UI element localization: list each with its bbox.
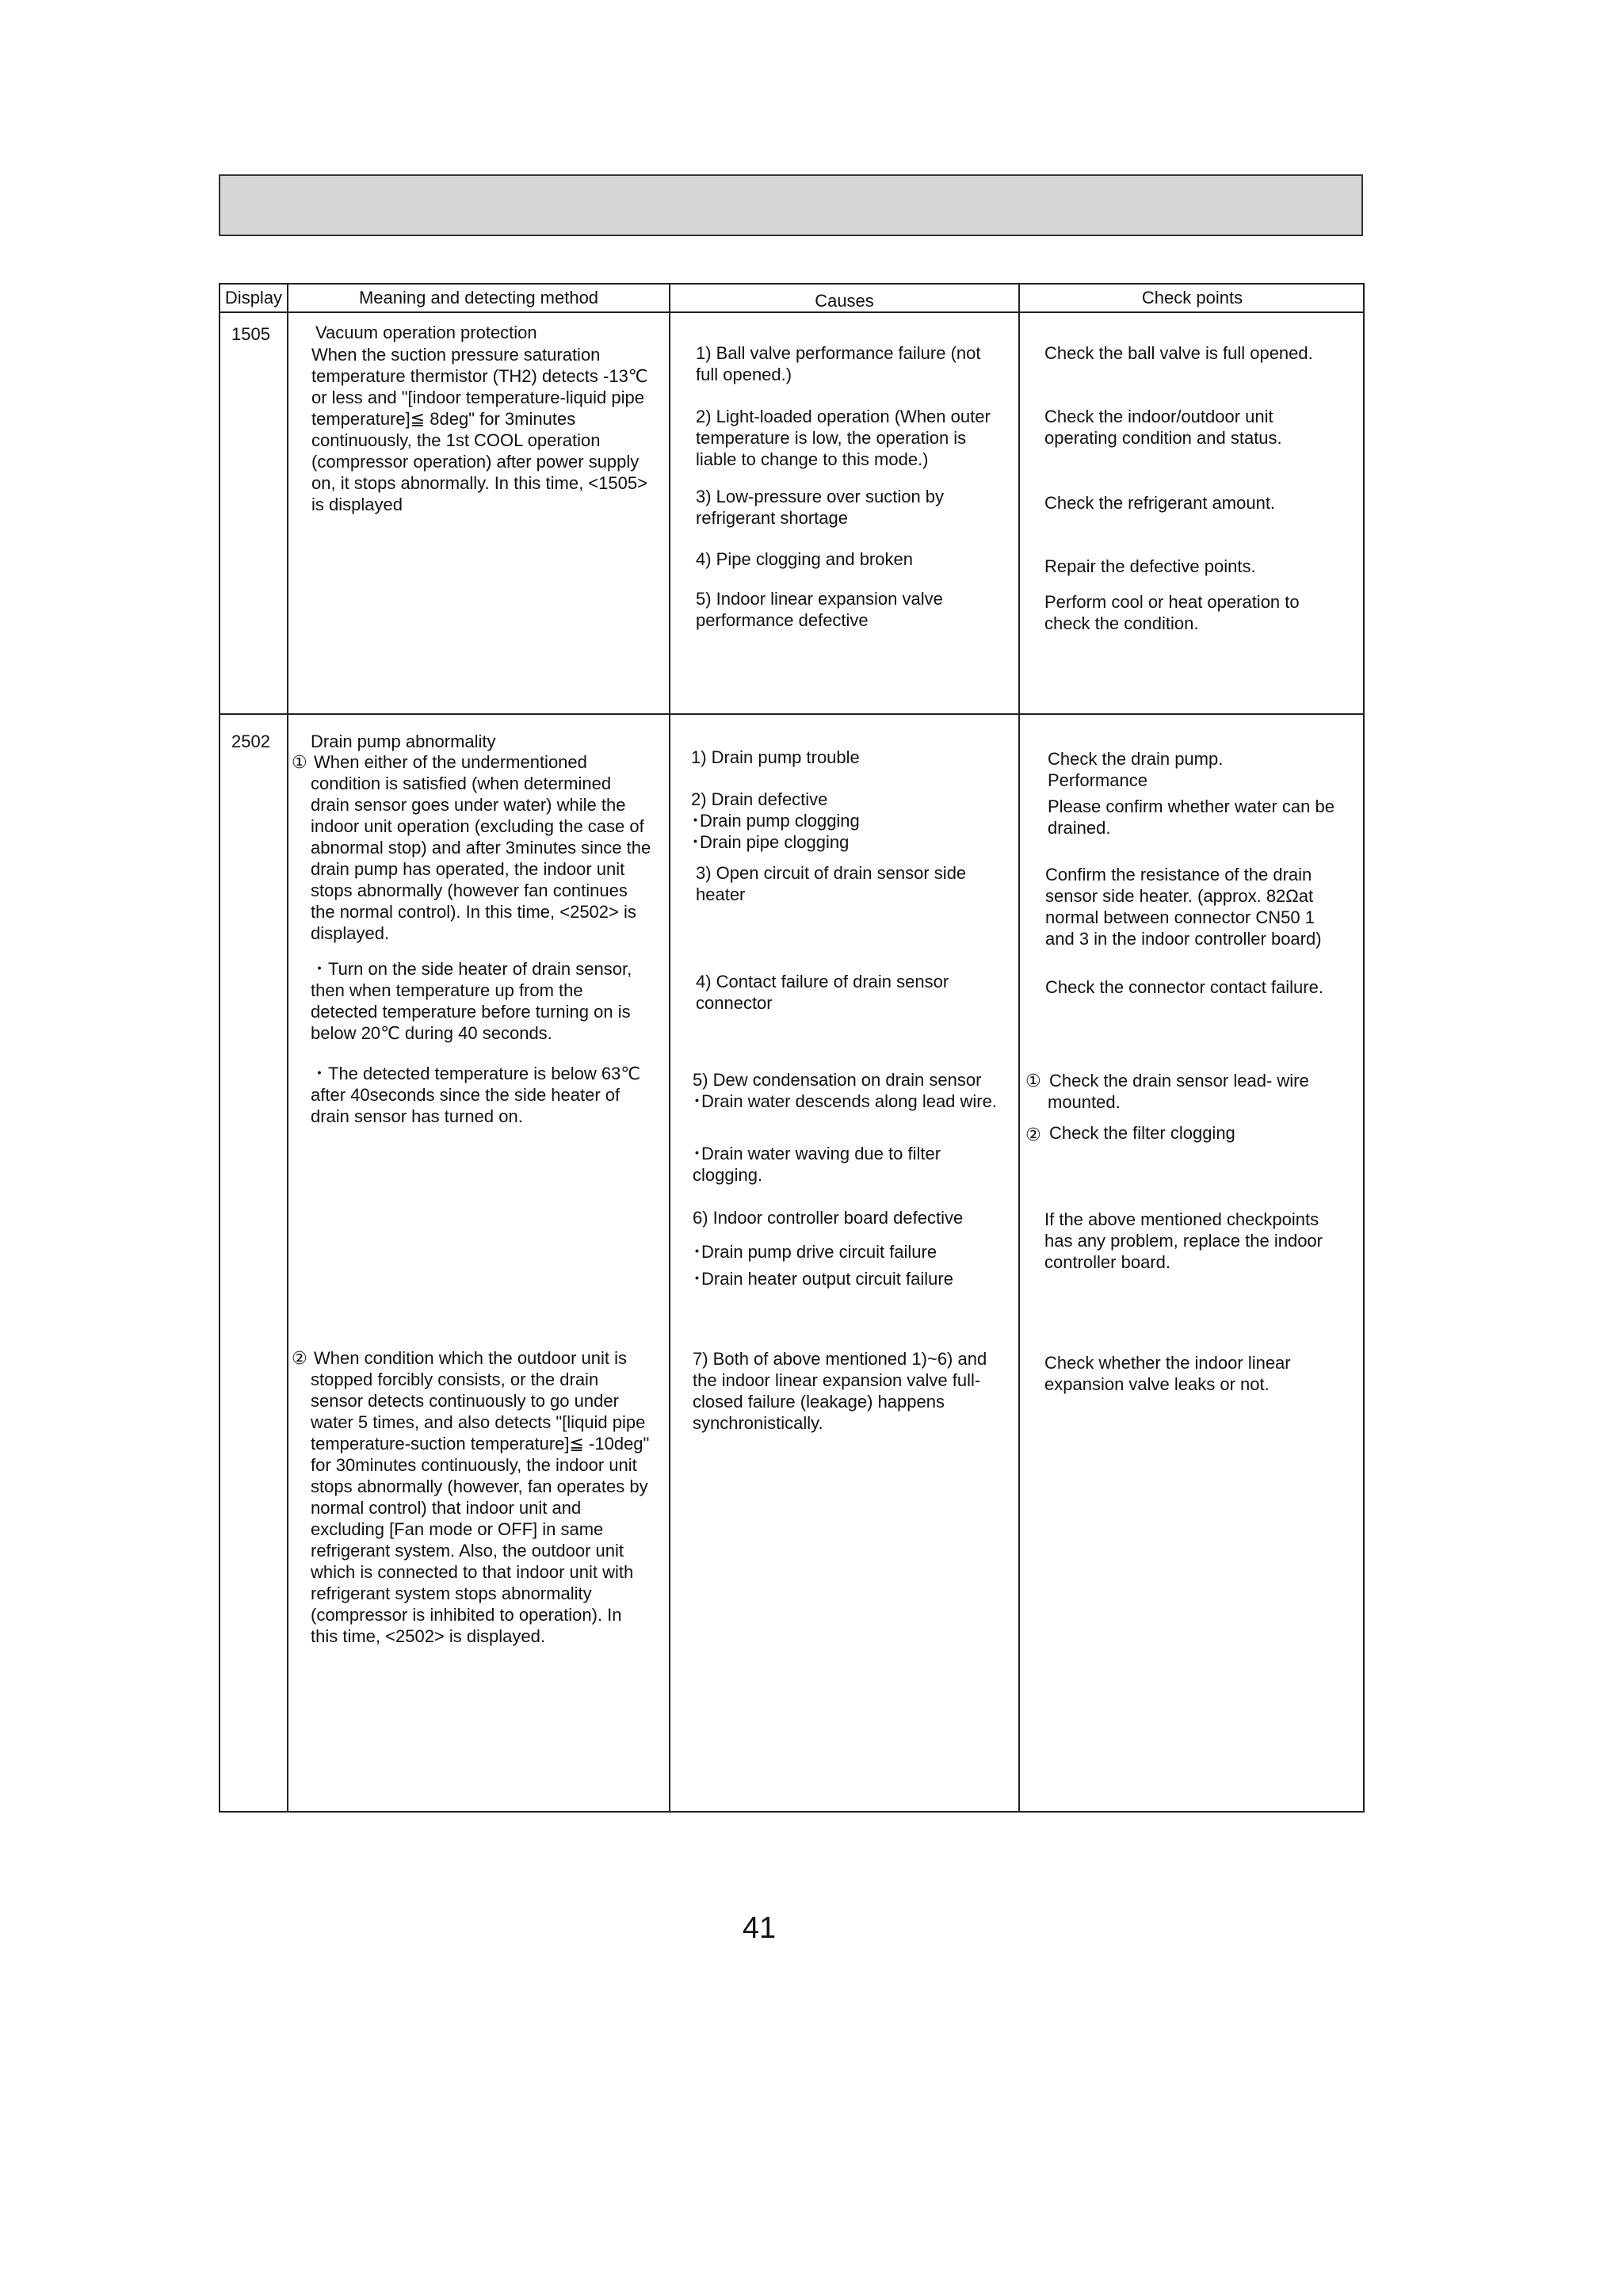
meaning-title: Vacuum operation protection [315, 323, 537, 342]
check-item: Check the refrigerant amount. [1044, 493, 1276, 513]
circled-number-2: ② [292, 1348, 307, 1368]
cause-item: 5) Dew condensation on drain sensor ･Drain water descends along lead wire. [693, 1070, 997, 1111]
check-item: mounted. [1048, 1092, 1121, 1112]
cause-item: 3) Open circuit of drain sensor side heater [696, 863, 967, 904]
cause-item: ･Drain water waving due to filter clogging. [693, 1144, 941, 1185]
circled-number-2: ② [1025, 1125, 1041, 1144]
cause-item: 4) Pipe clogging and broken [696, 549, 913, 569]
column-divider [287, 285, 288, 1811]
condition-2-text: stopped forcibly consists, or the drain sensor detects continuously to go under water 5 times, and also detects "[liquid pipe temperature-suction temperature]≦ -10deg" for 30minutes continuously, the indoor unit stops abnormally (however, fan operates by normal control) that indoor unit and excluding [Fan mode or OFF] in same refrigerant system. Also, the outdoor unit which is connected to that indoor unit with refrigerant system stops abnormality (compressor is inhibited to operation). In this time, <2502> is displayed. [311, 1370, 650, 1646]
cause-item: ･Drain pump drive circuit failure [693, 1242, 937, 1262]
check-item: Check the drain pump. Performance [1048, 749, 1224, 790]
check-item: Check whether the indoor linear expansion valve leaks or not. [1044, 1353, 1291, 1394]
cause-item: 6) Indoor controller board defective [693, 1208, 964, 1228]
meaning-title: Drain pump abnormality [311, 732, 496, 751]
cause-item: 2) Light-loaded operation (When outer temperature is low, the operation is liable to change to this mode.) [696, 407, 991, 469]
cause-item: 1) Drain pump trouble [691, 747, 860, 767]
condition-1-bullet: ・The detected temperature is below 63℃ after 40seconds since the side heater of drain sensor has turned on. [311, 1064, 641, 1126]
cause-item: 2) Drain defective ･Drain pump clogging ･Drain pipe clogging [691, 789, 860, 852]
condition-1-first-line: When either of the undermentioned [314, 752, 587, 772]
check-item: If the above mentioned checkpoints has any problem, replace the indoor controller board. [1044, 1209, 1323, 1272]
condition-1-text: condition is satisfied (when determined drain sensor goes under water) while the indoor unit operation (excluding the case of abnormal stop) and after 3minutes since the drain pump has operated, the indoor unit stops abnormally (however fan continues the normal control). In this time, <2502> is displayed. [311, 774, 651, 943]
meaning-body: When the suction pressure saturation temperature thermistor (TH2) detects -13℃ or less and "[indoor temperature-liquid pipe temperature]≦ 8deg" for 3minutes continuously, the 1st COOL operation (compressor operation) after power supply on, it stops abnormally. In this time, <1505> is displayed [311, 345, 648, 514]
cause-item: 7) Both of above mentioned 1)~6) and the indoor linear expansion valve full- closed failure (leakage) happens synchronistically. [693, 1349, 987, 1433]
check-item: Confirm the resistance of the drain sensor side heater. (approx. 82Ωat normal between connector CN50 1 and 3 in the indoor controller board) [1045, 865, 1322, 949]
error-code-table [219, 283, 1365, 1813]
cause-item: 4) Contact failure of drain sensor connector [696, 972, 949, 1013]
header-row-divider [220, 311, 1363, 313]
header-meaning: Meaning and detecting method [358, 288, 599, 308]
header-display: Display [224, 288, 283, 308]
check-item: Check the ball valve is full opened. [1044, 343, 1313, 363]
cause-item: 1) Ball valve performance failure (not full opened.) [696, 343, 981, 384]
check-item: Check the drain sensor lead- wire [1049, 1071, 1309, 1091]
display-code: 1505 [231, 324, 270, 344]
condition-1-bullet: ・Turn on the side heater of drain sensor, then when temperature up from the detected temperature before turning on is below 20℃ during 40 seconds. [311, 959, 632, 1043]
check-item: Check the indoor/outdoor unit operating condition and status. [1044, 407, 1282, 448]
circled-number-1: ① [1025, 1071, 1041, 1091]
header-causes: Causes [815, 291, 874, 311]
check-item: Perform cool or heat operation to check the condition. [1044, 592, 1300, 633]
display-code: 2502 [231, 732, 270, 751]
column-divider [669, 285, 670, 1811]
header-banner [219, 174, 1363, 236]
header-check-points: Check points [1141, 288, 1243, 308]
cause-item: ･Drain heater output circuit failure [693, 1269, 953, 1289]
row-divider [220, 713, 1363, 715]
circled-number-1: ① [292, 752, 307, 772]
condition-2-first-line: When condition which the outdoor unit is [314, 1348, 628, 1368]
check-item: Check the filter clogging [1049, 1123, 1235, 1143]
column-divider [1018, 285, 1020, 1811]
check-item: Please confirm whether water can be drained. [1048, 797, 1335, 838]
cause-item: 5) Indoor linear expansion valve performance defective [696, 589, 943, 630]
cause-item: 3) Low-pressure over suction by refrigerant shortage [696, 487, 945, 528]
check-item: Repair the defective points. [1044, 556, 1256, 576]
check-item: Check the connector contact failure. [1045, 977, 1323, 997]
page-number: 41 [742, 1912, 777, 1945]
